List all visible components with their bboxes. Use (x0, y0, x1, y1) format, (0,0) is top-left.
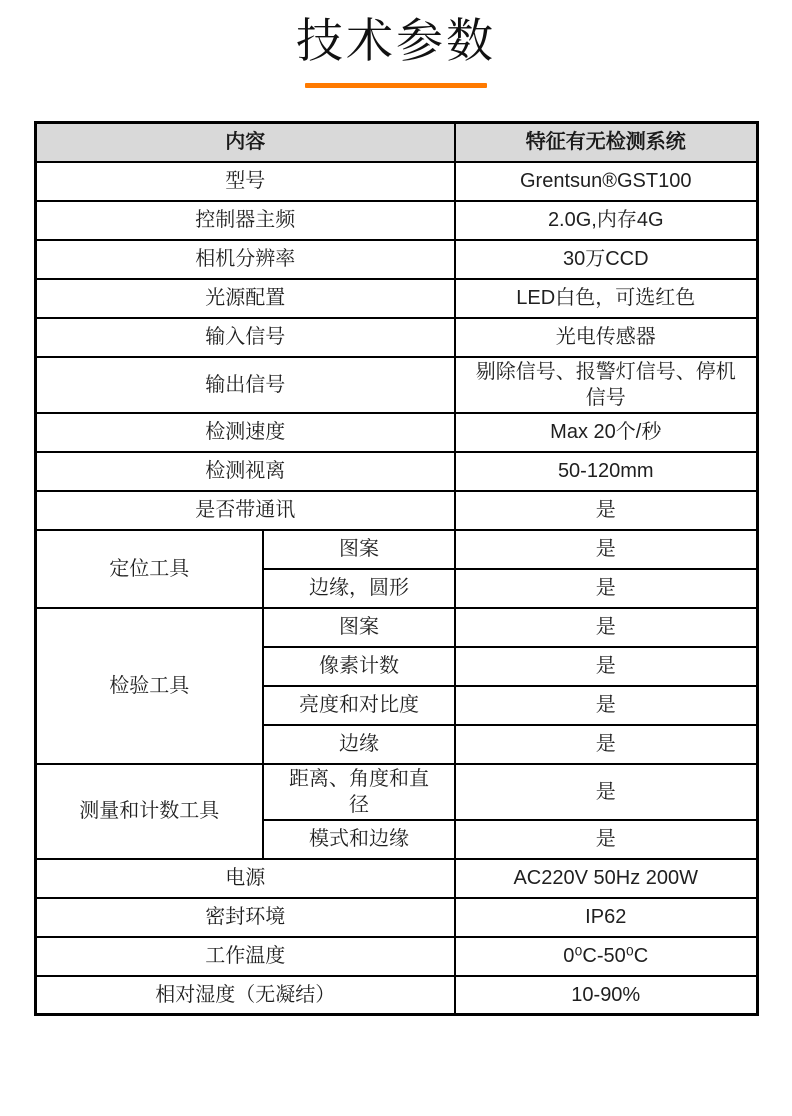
row-value: 是 (455, 491, 757, 530)
row-label: 输入信号 (35, 318, 455, 357)
table-row (35, 937, 757, 976)
row-label: 光源配置 (35, 279, 455, 318)
row-sub-label: 距离、角度和直径 (263, 764, 455, 820)
row-value: Grentsun®GST100 (455, 162, 757, 201)
row-sub-label: 图案 (263, 608, 455, 647)
row-sub-label: 图案 (263, 530, 455, 569)
header-system-cell: 特征有无检测系统 (455, 123, 757, 162)
table-row (35, 413, 757, 452)
row-value: 是 (455, 608, 757, 647)
row-sub-label: 边缘 (263, 725, 455, 764)
table-row (35, 491, 757, 530)
row-sub-label: 亮度和对比度 (263, 686, 455, 725)
row-value: 剔除信号、报警灯信号、停机信号 (455, 357, 757, 413)
table-row (35, 452, 757, 491)
row-sub-label: 模式和边缘 (263, 820, 455, 859)
row-sub-label: 像素计数 (263, 647, 455, 686)
page-header (0, 0, 792, 88)
row-label: 电源 (35, 859, 455, 898)
row-label: 控制器主频 (35, 201, 455, 240)
row-label: 密封环境 (35, 898, 455, 937)
row-label: 检测视离 (35, 452, 455, 491)
row-value: 2.0G,内存4G (455, 201, 757, 240)
row-group-label: 定位工具 (35, 530, 263, 608)
row-label: 型号 (35, 162, 455, 201)
page-title: 技术参数 (296, 14, 496, 67)
table-header-row (35, 123, 757, 162)
row-value: 是 (455, 725, 757, 764)
row-label: 是否带通讯 (35, 491, 455, 530)
spec-table (34, 121, 759, 1016)
table-row (35, 162, 757, 201)
row-value: 是 (455, 530, 757, 569)
row-value: 是 (455, 764, 757, 820)
spec-table-body (35, 162, 757, 1015)
row-value: LED白色，可选红色 (455, 279, 757, 318)
row-value: 光电传感器 (455, 318, 757, 357)
row-sub-label: 边缘，圆形 (263, 569, 455, 608)
row-value: 10-90% (455, 976, 757, 1015)
row-label: 输出信号 (35, 357, 455, 413)
row-value: Max 20个/秒 (455, 413, 757, 452)
row-value: 30万CCD (455, 240, 757, 279)
row-value: 是 (455, 686, 757, 725)
row-label: 工作温度 (35, 937, 455, 976)
table-row (35, 976, 757, 1015)
row-value: 是 (455, 647, 757, 686)
row-label: 检测速度 (35, 413, 455, 452)
row-value: AC220V 50Hz 200W (455, 859, 757, 898)
table-row (35, 898, 757, 937)
table-row (35, 279, 757, 318)
row-group-label: 检验工具 (35, 608, 263, 764)
table-row (35, 201, 757, 240)
title-underline-bar (305, 83, 487, 88)
table-row (35, 530, 757, 569)
header-content-cell: 内容 (35, 123, 455, 162)
table-row (35, 240, 757, 279)
row-value: IP62 (455, 898, 757, 937)
table-row (35, 764, 757, 820)
table-row (35, 318, 757, 357)
row-value: 50-120mm (455, 452, 757, 491)
row-label: 相机分辨率 (35, 240, 455, 279)
row-value: 是 (455, 569, 757, 608)
row-group-label: 测量和计数工具 (35, 764, 263, 859)
table-row (35, 859, 757, 898)
row-value: 是 (455, 820, 757, 859)
row-label: 相对湿度（无凝结） (35, 976, 455, 1015)
row-value: 0⁰C-50⁰C (455, 937, 757, 976)
table-row (35, 608, 757, 647)
table-row (35, 357, 757, 413)
